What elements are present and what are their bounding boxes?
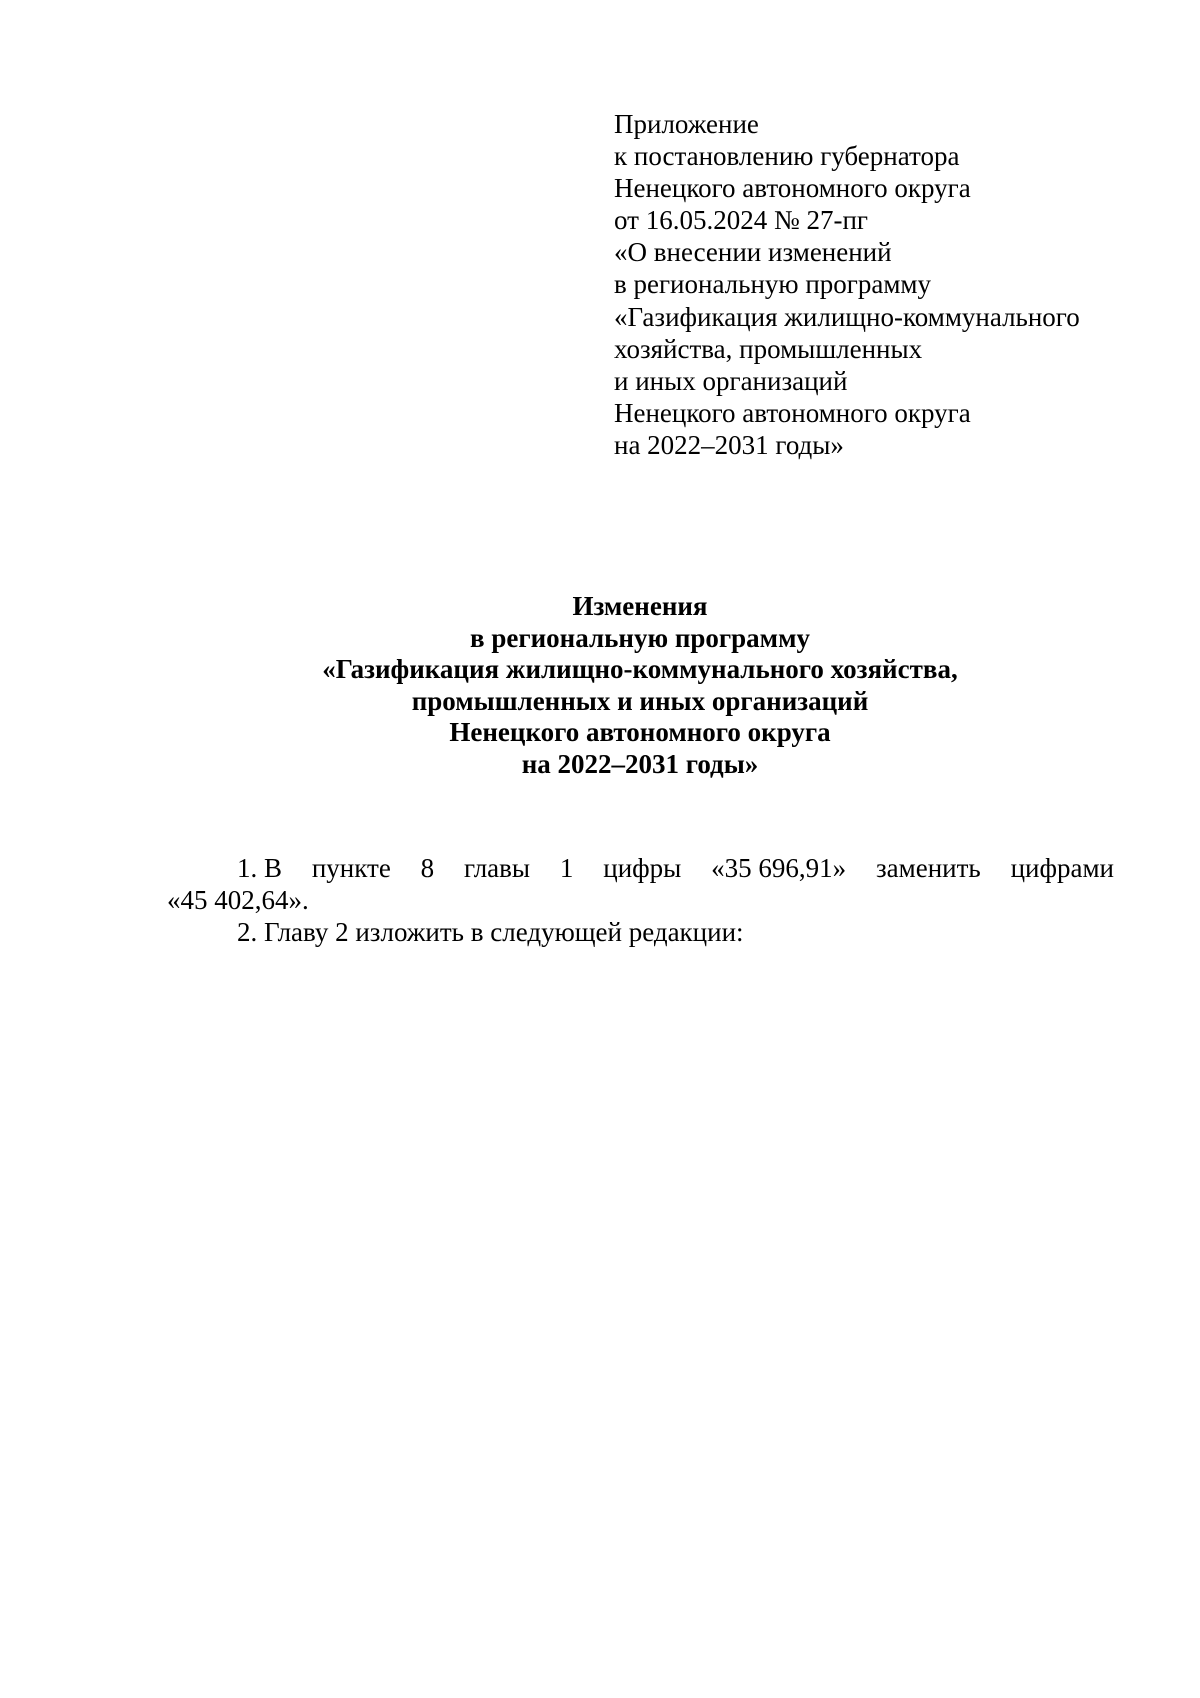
appendix-line: «Газификация жилищно-коммунального [614,301,1080,332]
paragraph-word: 8 [420,853,435,883]
appendix-line: Приложение [614,109,759,139]
appendix-line: к постановлению губернатора [614,141,960,172]
title-line: в региональную программу [470,622,810,653]
paragraph-word: заменить [875,853,981,883]
appendix-line: Ненецкого автономного округа [614,397,971,428]
appendix-line: на 2022–2031 годы» [614,429,844,460]
appendix-line: Ненецкого автономного округа [614,173,971,204]
appendix-line: «О внесении изменений [614,237,892,268]
appendix-line: в региональную программу [614,269,932,300]
appendix-line: от 16.05.2024 № 27-пг [614,205,868,236]
title-line: Ненецкого автономного округа [449,717,831,748]
document-title [150,591,1130,781]
paragraph-word: главы [464,853,531,883]
title-line: промышленных и иных организаций [411,685,869,716]
appendix-block [614,108,1154,461]
paragraph-2: 2. Главу 2 изложить в следующей редакции: [237,917,744,947]
paragraph-word: пункте [311,853,391,883]
paragraph-word: 1 [559,853,574,883]
paragraph-word: 1. В [237,853,283,883]
appendix-line: и иных организаций [614,365,848,396]
document-body [167,852,1114,948]
title-line: Изменения [572,591,708,621]
paragraph-word: цифры [603,853,682,883]
appendix-line: хозяйства, промышленных [614,333,923,364]
paragraph-1-line-2: «45 402,64». [167,885,309,915]
title-line: на 2022–2031 годы» [521,748,759,779]
paragraph-word: «35 696,91» [711,853,847,883]
paragraph-1-line-1 [167,852,1114,884]
title-line: «Газификация жилищно-коммунального хозяйства, [322,654,958,685]
paragraph-word: цифрами [1010,853,1114,883]
